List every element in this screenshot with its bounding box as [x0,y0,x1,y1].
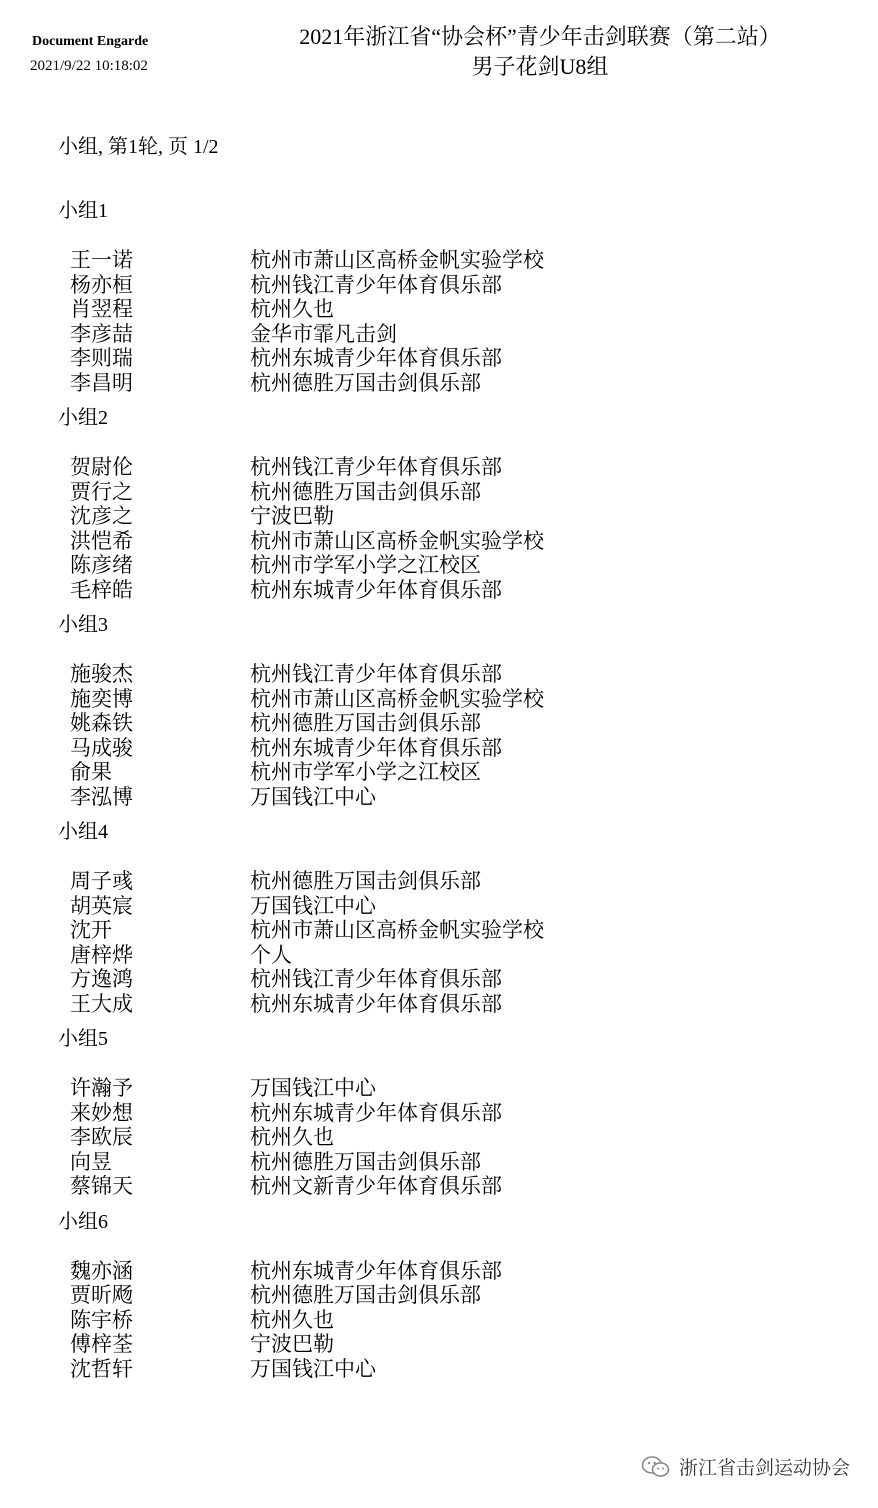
fencer-name: 贾昕飏 [70,1283,133,1307]
fencer-row [0,1174,878,1199]
pool-section [0,612,878,809]
fencer-name: 周子彧 [70,869,133,893]
fencer-name: 王一诺 [70,248,133,272]
fencer-club: 杭州德胜万国击剑俱乐部 [250,479,481,504]
fencer-row [0,1101,878,1126]
fencer-name: 毛梓皓 [70,577,133,602]
fencer-name: 陈宇桥 [70,1307,133,1332]
fencer-row [0,1332,878,1357]
fencer-row [0,504,878,529]
fencer-club: 杭州市萧山区高桥金帆实验学校 [250,528,544,553]
fencer-name: 李泓博 [70,784,133,809]
fencer-name: 马成骏 [70,735,133,760]
fencer-club: 杭州钱江青少年体育俱乐部 [250,272,502,297]
fencer-row [0,943,878,968]
fencer-name: 李彦喆 [70,321,133,346]
fencer-name: 方逸鸿 [70,967,133,991]
fencer-name: 李昌明 [70,370,133,395]
fencer-club: 杭州文新青少年体育俱乐部 [250,1174,502,1198]
fencer-row [0,273,878,298]
fencer-name: 肖翌程 [70,297,133,321]
fencer-name: 蔡锦天 [70,1174,133,1198]
fencer-club: 万国钱江中心 [250,1356,376,1381]
fencer-club: 杭州市学军小学之江校区 [250,760,481,784]
pool-section [0,405,878,602]
fencer-row [0,760,878,785]
fencer-club: 杭州东城青少年体育俱乐部 [250,346,502,370]
fencer-club: 杭州市萧山区高桥金帆实验学校 [250,248,544,272]
fencer-row [0,1150,878,1175]
fencer-name: 施奕博 [70,686,133,711]
pool-title: 小组3 [58,614,108,636]
pool-section [0,1209,878,1382]
fencer-club: 杭州德胜万国击剑俱乐部 [250,869,481,893]
document-heading [240,22,840,82]
fencer-row [0,248,878,273]
fencer-name: 向昱 [70,1149,112,1174]
fencer-name: 陈彦绪 [70,553,133,577]
fencer-club: 杭州德胜万国击剑俱乐部 [250,370,481,395]
fencer-club: 杭州德胜万国击剑俱乐部 [250,1149,481,1174]
fencer-row [0,1259,878,1284]
fencer-club: 金华市霏凡击剑 [250,321,397,346]
fencer-name: 唐梓烨 [70,942,133,967]
pool-title: 小组6 [58,1210,108,1233]
fencer-row [0,480,878,505]
watermark-text: 浙江省击剑运动协会 [678,1457,850,1479]
fencer-name: 沈开 [70,918,112,942]
fencer-club: 杭州久也 [250,297,334,321]
fencer-name: 洪恺希 [70,528,133,553]
fencer-row [0,371,878,396]
pool-section [0,819,878,1016]
fencer-club: 杭州东城青少年体育俱乐部 [250,991,502,1016]
fencer-name: 李欧辰 [70,1125,133,1149]
fencer-club: 个人 [250,942,292,967]
fencer-row [0,662,878,687]
fencer-club: 万国钱江中心 [250,893,376,918]
fencer-name: 俞果 [70,760,112,784]
pool-list [0,198,878,1391]
fencer-row [0,785,878,810]
fencer-row [0,1357,878,1382]
fencer-name: 许瀚予 [70,1076,133,1100]
software-name: Document Engarde [32,34,149,49]
fencer-name: 贾行之 [70,479,133,504]
competition-title: 2021年浙江省“协会杯”青少年击剑联赛（第二站） [299,24,781,49]
fencer-name: 傅梓荃 [70,1332,133,1356]
pool-section [0,198,878,395]
fencer-row [0,529,878,554]
fencer-club: 杭州久也 [250,1125,334,1149]
fencer-row [0,869,878,894]
fencer-row [0,1283,878,1308]
fencer-row [0,1125,878,1150]
fencer-club: 杭州德胜万国击剑俱乐部 [250,711,481,735]
fencer-row [0,1076,878,1101]
fencer-club: 杭州东城青少年体育俱乐部 [250,577,502,602]
fencer-name: 来妙想 [70,1100,133,1125]
fencer-row [0,346,878,371]
pool-title: 小组4 [58,821,108,843]
fencer-club: 杭州市学军小学之江校区 [250,553,481,577]
fencer-row [0,297,878,322]
watermark [641,1453,850,1480]
fencer-club: 杭州东城青少年体育俱乐部 [250,1100,502,1125]
fencer-club: 杭州德胜万国击剑俱乐部 [250,1283,481,1307]
fencer-name: 沈彦之 [70,504,133,528]
fencer-name: 贺尉伦 [70,455,133,479]
fencer-row [0,455,878,480]
fencer-club: 万国钱江中心 [250,1076,376,1100]
fencer-name: 胡英宸 [70,893,133,918]
fencer-club: 杭州钱江青少年体育俱乐部 [250,967,502,991]
pool-section [0,1026,878,1199]
wechat-icon [641,1455,671,1479]
fencer-row [0,894,878,919]
fencer-club: 杭州东城青少年体育俱乐部 [250,735,502,760]
fencer-club: 杭州钱江青少年体育俱乐部 [250,455,502,479]
event-subtitle: 男子花剑U8组 [471,54,609,79]
fencer-club: 杭州市萧山区高桥金帆实验学校 [250,918,544,942]
fencer-row [0,322,878,347]
fencer-row [0,992,878,1017]
fencer-club: 杭州久也 [250,1307,334,1332]
fencer-row [0,578,878,603]
fencer-name: 杨亦桓 [70,272,133,297]
fencer-club: 杭州东城青少年体育俱乐部 [250,1258,502,1283]
fencer-row [0,687,878,712]
pool-title: 小组1 [58,200,108,222]
fencer-name: 姚森铁 [70,711,133,735]
fencer-name: 王大成 [70,991,133,1016]
fencer-name: 李则瑞 [70,346,133,370]
pool-title: 小组2 [58,407,108,429]
fencer-club: 万国钱江中心 [250,784,376,809]
fencer-name: 魏亦涵 [70,1258,133,1283]
pool-title: 小组5 [58,1028,108,1050]
fencer-club: 杭州钱江青少年体育俱乐部 [250,662,502,686]
fencer-row [0,918,878,943]
fencer-name: 施骏杰 [70,662,133,686]
fencer-club: 杭州市萧山区高桥金帆实验学校 [250,686,544,711]
fencer-row [0,967,878,992]
fencer-row [0,553,878,578]
fencer-row [0,711,878,736]
fencer-row [0,1308,878,1333]
page-label: 小组, 第1轮, 页 1/2 [58,136,219,158]
print-timestamp: 2021/9/22 10:18:02 [30,58,148,74]
fencer-name: 沈哲轩 [70,1356,133,1381]
document-meta [30,30,148,78]
fencer-club: 宁波巴勒 [250,1332,334,1356]
fencer-row [0,736,878,761]
fencer-club: 宁波巴勒 [250,504,334,528]
